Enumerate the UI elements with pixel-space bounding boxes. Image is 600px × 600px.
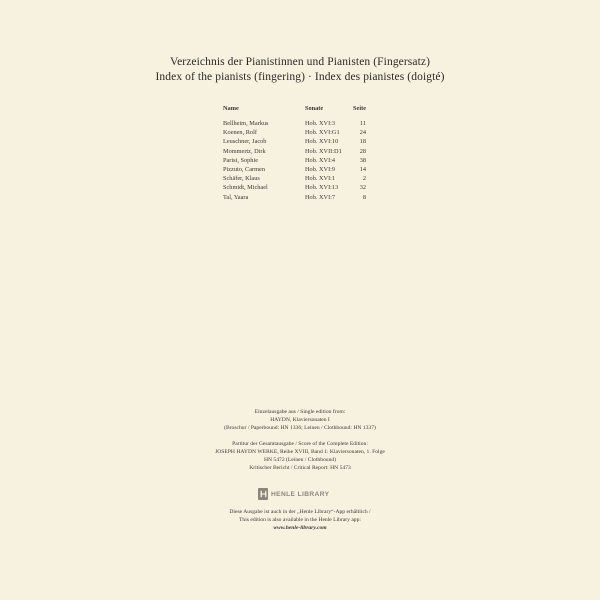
pianist-name: Schäfer, Klaus bbox=[223, 175, 260, 183]
header-seite: Seite bbox=[353, 105, 366, 112]
page-number: 8 bbox=[362, 193, 366, 201]
footer-line: (Broschur / Paperbound: HN 1336; Leinen / Clothbound: HN 1337) bbox=[224, 425, 376, 432]
henle-logo-icon bbox=[258, 488, 268, 500]
sonata-number: Hob. XVII:D1 bbox=[305, 147, 342, 155]
footer-line: Einzelausgabe aus / Single edition from: bbox=[254, 409, 346, 415]
pianist-index-table bbox=[223, 104, 366, 202]
table-row bbox=[223, 119, 366, 128]
footer-line: Partitur der Gesamtausgabe / Score of the Complete Edition: bbox=[232, 441, 368, 447]
table-row bbox=[223, 128, 366, 137]
pianist-name: Bellheim, Markus bbox=[223, 120, 269, 127]
table-row bbox=[223, 165, 366, 174]
henle-library-link[interactable]: www.henle-library.com bbox=[273, 525, 327, 532]
sonata-number: Hob. XVI:G1 bbox=[305, 129, 340, 137]
page-number: 2 bbox=[362, 175, 366, 183]
sonata-number: Hob. XVI:13 bbox=[305, 184, 339, 192]
single-edition-info bbox=[0, 408, 600, 432]
table-header-row bbox=[223, 104, 366, 119]
sonata-number: Hob. XVI:1 bbox=[305, 175, 336, 183]
table-row bbox=[223, 193, 366, 202]
table-row bbox=[223, 174, 366, 183]
page-number: 38 bbox=[359, 156, 366, 164]
pianist-name: Parisi, Sophie bbox=[223, 156, 258, 164]
footer-line: Kritischer Bericht / Critical Report: HN 5473 bbox=[249, 465, 351, 472]
pianist-name: Tal, Yaara bbox=[223, 193, 249, 201]
table-row bbox=[223, 147, 366, 156]
page-title-english-french: Index of the pianists (fingering) · Index des pianistes (doigté) bbox=[155, 71, 445, 83]
pianist-name: Pizzuto, Carmen bbox=[223, 166, 265, 174]
pianist-name: Schmidt, Michael bbox=[223, 184, 268, 192]
table-row bbox=[223, 183, 366, 192]
pianist-name: Leuschner, Jacob bbox=[223, 138, 267, 146]
pianist-name: Koenen, Rolf bbox=[223, 129, 257, 137]
table-row bbox=[223, 137, 366, 146]
footer-line: This edition is also available in the Henle Library app: bbox=[239, 517, 361, 524]
sonata-number: Hob. XVI:9 bbox=[305, 166, 336, 174]
app-availability-info bbox=[0, 508, 600, 532]
page-number: 28 bbox=[359, 147, 366, 155]
pianist-name: Mommertz, Dirk bbox=[223, 147, 266, 155]
page-title-german: Verzeichnis der Pianistinnen und Pianisten (Fingersatz) bbox=[169, 56, 431, 68]
sonata-number: Hob. XVI:4 bbox=[305, 156, 336, 164]
header-sonate: Sonate bbox=[305, 105, 324, 112]
sonata-number: Hob. XVI:10 bbox=[305, 138, 339, 146]
page-number: 24 bbox=[359, 129, 366, 137]
complete-edition-info bbox=[0, 440, 600, 472]
footer-line: Diese Ausgabe ist auch in der „Henle Library“-App erhältlich / bbox=[229, 509, 371, 515]
footer-line: HN 5472 (Leinen / Clothbound) bbox=[263, 457, 337, 464]
sonata-number: Hob. XVI:7 bbox=[305, 193, 336, 201]
footer-line: JOSEPH HAYDN WERKE, Reihe XVIII, Band 1: Klaviersonaten, 1. Folge bbox=[215, 449, 385, 456]
table-row bbox=[223, 156, 366, 165]
page-number: 18 bbox=[359, 138, 366, 146]
sonata-number: Hob. XVI:3 bbox=[305, 120, 336, 127]
header-name: Name bbox=[223, 105, 239, 112]
henle-library-logo bbox=[258, 487, 342, 501]
page-number: 11 bbox=[359, 120, 366, 127]
henle-logo-text: HENLE LIBRARY bbox=[271, 490, 330, 498]
footer-line: HAYDN, Klaviersonaten I bbox=[270, 417, 330, 424]
page-number: 14 bbox=[359, 166, 366, 174]
page-number: 32 bbox=[359, 184, 366, 192]
